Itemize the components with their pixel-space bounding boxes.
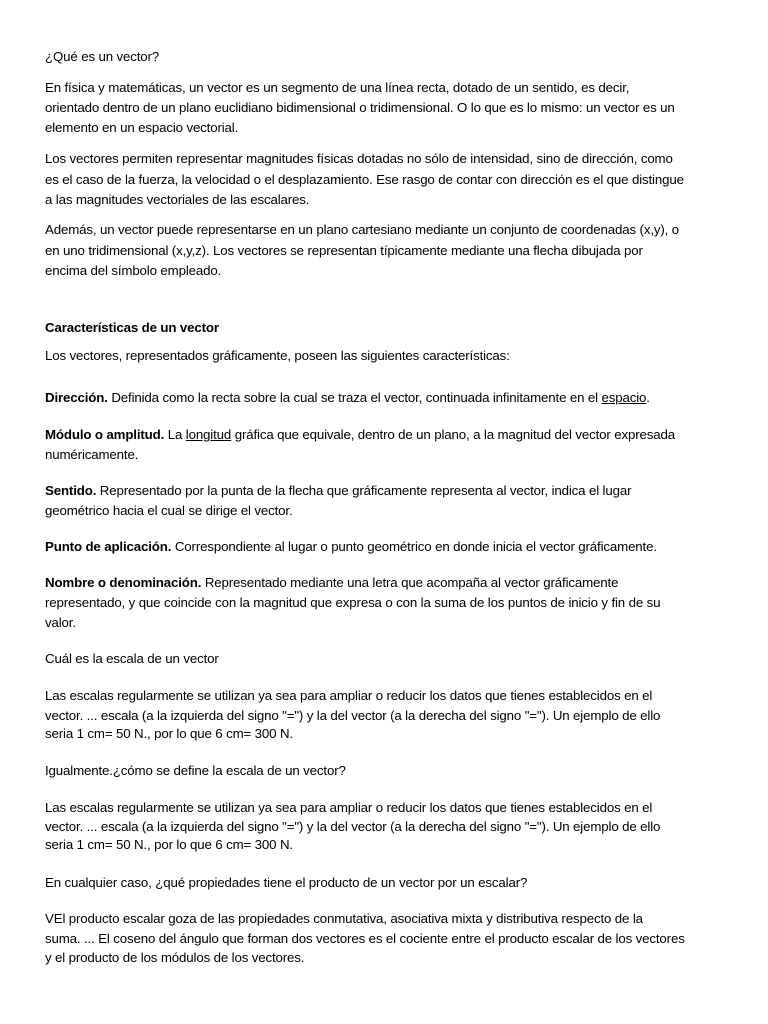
char-sentido-line2: geométrico hacia el cual se dirige el vector. [45,503,293,518]
char-nombre-line3: valor. [45,615,76,630]
link-espacio[interactable]: espacio [601,390,647,405]
question-what-is-vector: ¿Qué es un vector? [45,49,160,64]
producto-answer-line3: y el producto de los módulos de los vectores. [45,950,305,965]
char-punto [45,539,657,555]
char-sentido-line1 [45,483,631,499]
link-longitud[interactable]: longitud [185,427,232,442]
term-sentido: Sentido. [45,483,97,498]
sentido-text: Representado por la punta de la flecha que gráficamente representa al vector, indica el lugar [96,483,632,498]
term-direccion: Dirección. [45,390,108,405]
nombre-text: Representado mediante una letra que acompaña al vector gráficamente [201,575,619,590]
characteristics-heading: Características de un vector [45,320,219,335]
intro-p1-line1: En física y matemáticas, un vector es un segmento de una línea recta, dotado de un sentido, es decir, [45,80,630,95]
escala-question-2: Igualmente.¿cómo se define la escala de un vector? [45,763,346,778]
intro-p3-line3: encima del símbolo empleado. [45,263,222,278]
char-modulo-line2: numéricamente. [45,447,139,462]
char-modulo-line1 [45,427,675,443]
punto-text: Correspondiente al lugar o punto geométrico en donde inicia el vector gráficamente. [171,539,657,554]
term-nombre: Nombre o denominación. [45,575,202,590]
escala-answer-2-line3: seria 1 cm= 50 N., por lo que 6 cm= 300 N. [45,837,293,852]
intro-p2-line3: a las magnitudes vectoriales de las escalares. [45,192,310,207]
direccion-end: . [646,390,650,405]
modulo-text-before: La [164,427,186,442]
intro-p2-line1: Los vectores permiten representar magnitudes físicas dotadas no sólo de intensidad, sino de dirección, como [45,151,673,166]
modulo-text-after: gráfica que equivale, dentro de un plano, a la magnitud del vector expresada [231,427,675,442]
term-punto: Punto de aplicación. [45,539,172,554]
intro-p3-line2: en uno tridimensional (x,y,z). Los vectores se representan típicamente mediante una flecha dibujada por [45,243,643,258]
term-modulo: Módulo o amplitud. [45,427,165,442]
producto-answer-line2: suma. ... El coseno del ángulo que forman dos vectores es el cociente entre el producto escalar de los vectores [45,931,685,946]
intro-p2-line2: es el caso de la fuerza, la velocidad o el desplazamiento. Ese rasgo de contar con dirección es el que distingue [45,172,684,187]
char-direccion [45,390,650,406]
escala-answer-1-line1: Las escalas regularmente se utilizan ya sea para ampliar o reducir los datos que tienes establecidos en el [45,688,653,703]
escala-answer-1-line2: vector. ... escala (a la izquierda del signo "=") y la del vector (a la derecha del signo "="). Un ejemplo de ello [45,708,661,723]
escala-answer-2-line1: Las escalas regularmente se utilizan ya sea para ampliar o reducir los datos que tienes establecidos en el [45,800,653,815]
intro-p1-line2: orientado dentro de un plano euclidiano bidimensional o tridimensional. O lo que es lo mismo: un vector es un [45,100,675,115]
producto-answer-line1: VEl producto escalar goza de las propiedades conmutativa, asociativa mixta y distributiva respecto de la [45,911,643,926]
char-nombre-line2: representado, y que coincide con la magnitud que expresa o con la suma de los puntos de inicio y fin de su [45,595,661,610]
intro-p1-line3: elemento en un espacio vectorial. [45,120,239,135]
escala-question-1: Cuál es la escala de un vector [45,651,219,666]
direccion-text: Definida como la recta sobre la cual se traza el vector, continuada infinitamente en el [107,390,602,405]
char-nombre-line1 [45,575,618,591]
escala-answer-1-line3: seria 1 cm= 50 N., por lo que 6 cm= 300 N. [45,726,293,741]
intro-p3-line1: Además, un vector puede representarse en un plano cartesiano mediante un conjunto de coordenadas (x,y), o [45,222,679,237]
characteristics-intro: Los vectores, representados gráficamente, poseen las siguientes características: [45,348,510,363]
escala-answer-2-line2: vector. ... escala (a la izquierda del signo "=") y la del vector (a la derecha del signo "="). Un ejemplo de ello [45,819,661,834]
producto-question: En cualquier caso, ¿qué propiedades tiene el producto de un vector por un escalar? [45,875,528,890]
